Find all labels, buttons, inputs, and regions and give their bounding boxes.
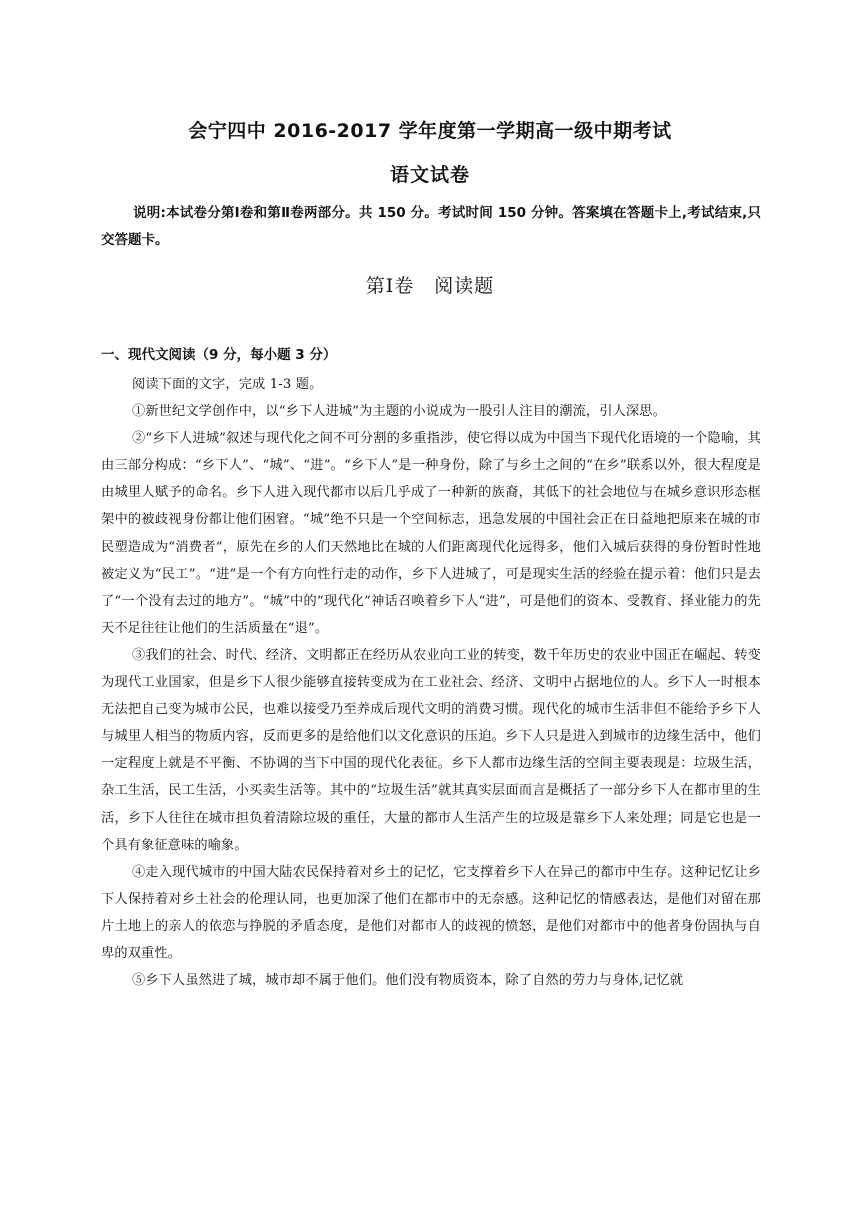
part-heading: 一、现代文阅读（9 分，每小题 3 分） (101, 347, 337, 363)
passage-paragraph-4: ④走入现代城市的中国大陆农民保持着对乡土的记忆，它支撑着乡下人在异己的都市中生存。这种记忆让乡下人保持着对乡土社会的伦理认同，也更加深了他们在都市中的无奈感。这种记忆的情感表达，是他们对留在那片土地上的亲人的依恋与挣脱的矛盾态度，是他们对都市人的歧视的愤怒，是他们对都市中的他者身份固执与自卑的双重性。 (101, 864, 761, 961)
exam-subtitle: 语文试卷 (389, 164, 470, 186)
exam-title: 会宁四中 2016-2017 学年度第一学期高一级中期考试 (188, 120, 672, 142)
section-title: 第Ⅰ卷 阅读题 (365, 275, 495, 297)
reading-passage (101, 371, 761, 994)
passage-paragraph-2: ②“乡下人进城”叙述与现代化之间不可分割的多重指涉，使它得以成为中国当下现代化语境的一个隐喻，其由三部分构成：“乡下人”、“城”、“进”。“乡下人”是一种身份，除了与乡土之间的“在乡”联系以外，很大程度是由城里人赋予的命名。乡下人进入现代都市以后几乎成了一种新的族裔，其低下的社会地位与在城乡意识形态框架中的被歧视身份都让他们困窘。“城”绝不只是一个空间标志，迅急发展的中国社会正在日益地把原来在城的市民塑造成为“消费者”，原先在乡的人们天然地比在城的人们距离现代化远得多，他们入城后获得的身份暂时性地被定义为“民工”。“进”是一个有方向性行走的动作，乡下人进城了，可是现实生活的经验在提示着：他们只是去了“一个没有去过的地方”。“城”中的“现代化”神话召唤着乡下人“进”，可是他们的资本、受教育、择业能力的先天不足往往让他们的生活质量在“退”。 (101, 431, 761, 636)
passage-paragraph-1: ①新世纪文学创作中，以“乡下人进城”为主题的小说成为一股引人注目的潮流，引人深思。 (132, 404, 666, 420)
passage-paragraph-3: ③我们的社会、时代、经济、文明都正在经历从农业向工业的转变，数千年历史的农业中国正在崛起、转变为现代工业国家，但是乡下人很少能够直接转变成为在工业社会、经济、文明中占据地位的人。乡下人一时根本无法把自己变为城市公民，也难以接受乃至养成后现代文明的消费习惯。现代化的城市生活非但不能给予乡下人与城里人相当的物质内容，反而更多的是给他们以文化意识的压迫。乡下人只是进入到城市的边缘生活中，他们一定程度上就是不平衡、不协调的当下中国的现代化表征。乡下人都市边缘生活的空间主要表现是：垃圾生活，杂工生活，民工生活，小买卖生活等。其中的“垃圾生活”就其真实层面而言是概括了一部分乡下人在都市里的生活，乡下人往往在城市担负着清除垃圾的重任，大量的都市人生活产生的垃圾是靠乡下人来处理；同是它也是一个具有象征意味的喻象。 (101, 647, 761, 853)
passage-paragraph-5: ⑤乡下人虽然进了城，城市却不属于他们。他们没有物质资本，除了自然的劳力与身体,记忆就 (132, 973, 684, 989)
exam-instructions-note: 说明:本试卷分第Ⅰ卷和第Ⅱ卷两部分。共 150 分。考试时间 150 分钟。答案填在答题卡上,考试结束,只交答题卡。 (101, 205, 761, 248)
reading-instruction: 阅读下面的文字，完成 1-3 题。 (132, 377, 323, 392)
